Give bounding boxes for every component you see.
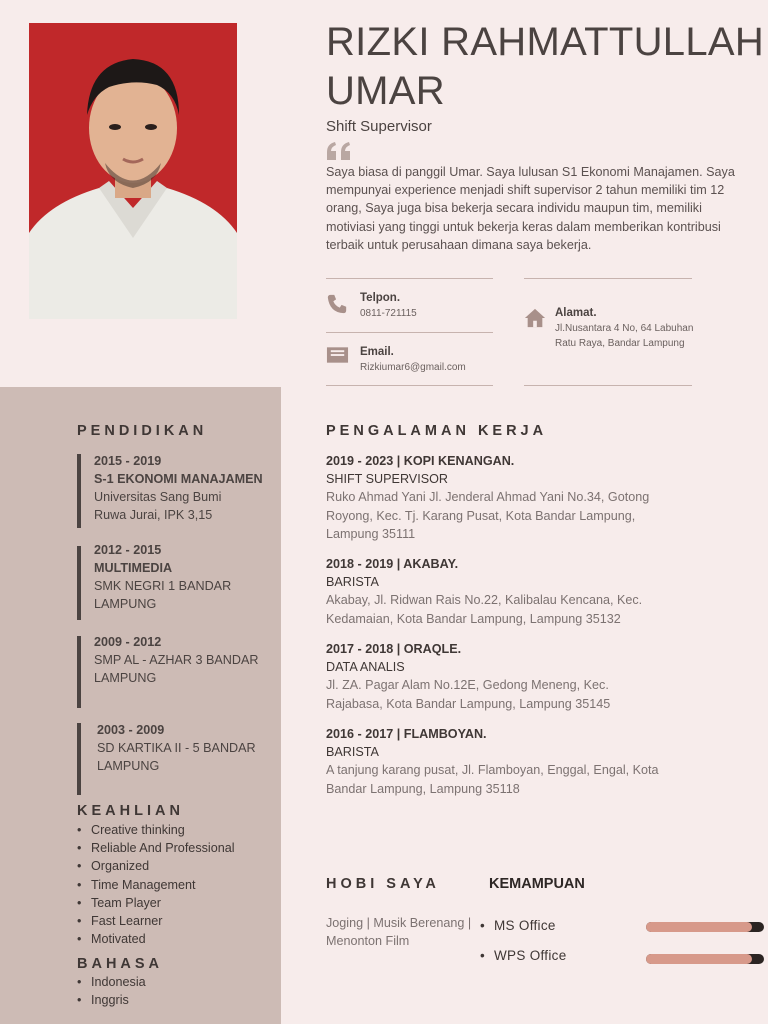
hobbies-heading: HOBI SAYA bbox=[326, 876, 440, 892]
skills-list bbox=[77, 821, 235, 948]
education-detail: LAMPUNG bbox=[94, 597, 157, 611]
education-detail: LAMPUNG bbox=[94, 671, 157, 685]
list-item: • Reliable And Professional bbox=[77, 839, 235, 857]
education-years: 2015 - 2019 bbox=[94, 454, 162, 468]
education-degree: MULTIMEDIA bbox=[94, 561, 173, 575]
education-marker bbox=[77, 454, 81, 528]
full-name: RIZKI RAHMATTULLAH UMAR bbox=[326, 20, 765, 113]
experience-heading: PENGALAMAN KERJA bbox=[326, 423, 548, 439]
job-role: BARISTA bbox=[326, 745, 379, 760]
profile-photo bbox=[29, 23, 237, 319]
list-item: • Indonesia bbox=[77, 973, 146, 991]
email-label: Email. bbox=[360, 346, 394, 358]
languages-heading: BAHASA bbox=[77, 956, 164, 972]
education-school: SMK NEGRI 1 BANDAR bbox=[94, 579, 232, 593]
job-period-company: 2016 - 2017 | FLAMBOYAN. bbox=[326, 727, 487, 741]
education-degree: S-1 EKONOMI MANAJAMEN bbox=[94, 472, 263, 486]
address-value: Jl.Nusantara 4 No, 64 Labuhan Ratu Raya, Bandar Lampung bbox=[555, 323, 694, 349]
languages-list bbox=[77, 973, 146, 1009]
list-item: • Organized bbox=[77, 857, 235, 875]
job-role: SHIFT SUPERVISOR bbox=[326, 472, 449, 487]
ability-item: • WPS Office bbox=[480, 948, 567, 963]
ability-bar bbox=[646, 922, 764, 932]
phone-value: 0811-721115 bbox=[360, 308, 417, 319]
education-school: SMP AL - AZHAR 3 BANDAR bbox=[94, 653, 259, 667]
quote-icon bbox=[325, 140, 353, 162]
address-label: Alamat. bbox=[555, 307, 597, 319]
phone-label: Telpon. bbox=[360, 292, 401, 304]
education-item bbox=[97, 721, 279, 775]
ability-bar-fill bbox=[646, 954, 752, 964]
education-school: Universitas Sang Bumi bbox=[94, 490, 222, 504]
education-detail: Ruwa Jurai, IPK 3,15 bbox=[94, 508, 213, 522]
list-item: • Fast Learner bbox=[77, 912, 235, 930]
education-heading: PENDIDIKAN bbox=[77, 423, 208, 439]
education-item bbox=[94, 452, 279, 524]
list-item: • Motivated bbox=[77, 930, 235, 948]
divider bbox=[326, 332, 493, 333]
list-item: • Creative thinking bbox=[77, 821, 235, 839]
education-detail: LAMPUNG bbox=[97, 759, 160, 773]
hobbies-text: Joging | Musik Berenang | Menonton Film bbox=[326, 916, 472, 949]
education-marker bbox=[77, 546, 81, 620]
portrait-illustration bbox=[29, 23, 237, 319]
job-role: BARISTA bbox=[326, 575, 379, 590]
profile-summary: Saya biasa di panggil Umar. Saya lulusan S1 Ekonomi Manajamen. Saya mempunyai experience menjadi shift supervisor 2 tahun memiliki tim 12 orang, Saya juga bisa bekerja secara individu maupun tim, memiliki motiviasi yang tinggi untuk bekerja keras dalam memberikan kontribusi terbaik untuk perusahaan dimana saya bekerja. bbox=[326, 165, 735, 252]
job-address: A tanjung karang pusat, Jl. Flamboyan, Enggal, Engal, Kota Bandar Lampung, Lampung 35118 bbox=[326, 763, 659, 796]
list-item: • Inggris bbox=[77, 991, 146, 1009]
job-role: DATA ANALIS bbox=[326, 660, 405, 675]
ability-bar bbox=[646, 954, 764, 964]
divider bbox=[524, 278, 692, 279]
email-value[interactable]: Rizkiumar6@gmail.com bbox=[360, 362, 466, 373]
education-school: SD KARTIKA II - 5 BANDAR bbox=[97, 741, 256, 755]
job-entry bbox=[326, 555, 726, 628]
education-years: 2009 - 2012 bbox=[94, 635, 162, 649]
education-item bbox=[94, 633, 279, 687]
ability-item: • MS Office bbox=[480, 918, 556, 933]
job-period-company: 2017 - 2018 | ORAQLE. bbox=[326, 642, 462, 656]
job-entry bbox=[326, 725, 726, 798]
job-address: Jl. ZA. Pagar Alam No.12E, Gedong Meneng, Kec. Rajabasa, Kota Bandar Lampung, Lampung 35145 bbox=[326, 678, 611, 711]
list-item: • Time Management bbox=[77, 876, 235, 894]
education-years: 2003 - 2009 bbox=[97, 723, 165, 737]
divider bbox=[524, 385, 692, 386]
education-years: 2012 - 2015 bbox=[94, 543, 162, 557]
home-icon bbox=[524, 307, 546, 329]
abilities-heading: KEMAMPUAN bbox=[489, 876, 585, 892]
phone-icon bbox=[326, 293, 348, 315]
job-period-company: 2018 - 2019 | AKABAY. bbox=[326, 557, 459, 571]
job-period-company: 2019 - 2023 | KOPI KENANGAN. bbox=[326, 454, 515, 468]
job-address: Akabay, Jl. Ridwan Rais No.22, Kalibalau Kencana, Kec. Kedamaian, Kota Bandar Lampung, Lampung 35132 bbox=[326, 593, 643, 626]
education-item bbox=[94, 541, 279, 613]
divider bbox=[326, 278, 493, 279]
skills-heading: KEAHLIAN bbox=[77, 803, 184, 819]
job-entry bbox=[326, 640, 726, 713]
education-marker bbox=[77, 636, 81, 708]
job-address: Ruko Ahmad Yani Jl. Jenderal Ahmad Yani No.34, Gotong Royong, Kec. Tj. Karang Pusat, Kota Bandar Lampung, Lampung 35111 bbox=[326, 490, 650, 541]
education-marker bbox=[77, 723, 81, 795]
list-item: • Team Player bbox=[77, 894, 235, 912]
job-title: Shift Supervisor bbox=[326, 118, 432, 135]
ability-bar-fill bbox=[646, 922, 752, 932]
email-icon bbox=[326, 346, 349, 364]
job-entry bbox=[326, 452, 726, 543]
divider bbox=[326, 385, 493, 386]
